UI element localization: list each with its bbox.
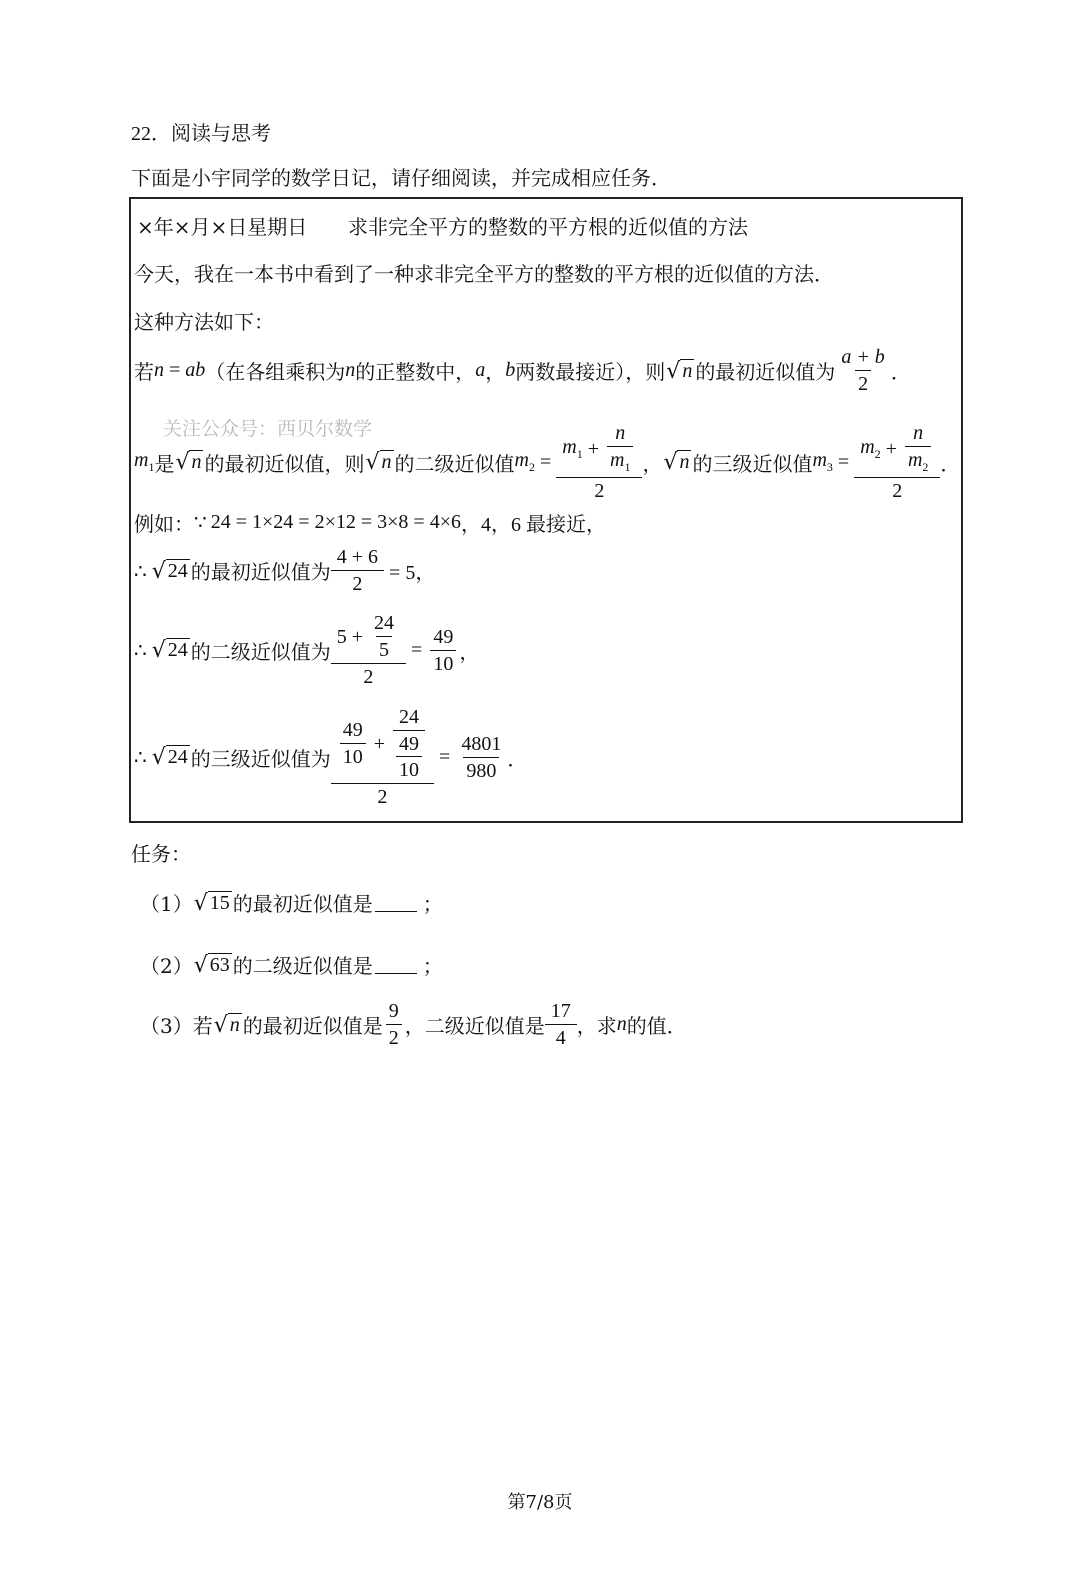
level-1-text: 的最初近似值为 — [190, 560, 331, 584]
numerator: 49 — [433, 625, 454, 648]
fraction-m2 — [559, 422, 639, 501]
question-number: 22． — [131, 123, 171, 145]
levels-text-1: 是 — [154, 451, 175, 476]
numerator — [334, 612, 403, 663]
period: ． — [890, 360, 911, 384]
numerator: 4801 — [461, 732, 502, 755]
denominator: 10 — [396, 756, 422, 781]
m-letter: m — [514, 449, 529, 471]
radicand-24: 24 — [167, 746, 188, 768]
var-a: a — [475, 359, 486, 381]
radical-icon: √ — [151, 638, 166, 663]
numerator: 24 — [399, 706, 420, 728]
radical-icon: √ — [151, 558, 166, 584]
fraction-4-plus-6-over-2 — [334, 546, 381, 595]
sqrt-15 — [194, 891, 232, 915]
subscript: 1 — [576, 446, 583, 461]
numerator — [559, 422, 639, 476]
example-level-1 — [134, 546, 435, 595]
radicand-63: 63 — [209, 953, 230, 976]
answer-blank[interactable] — [375, 955, 417, 974]
question-heading — [131, 117, 271, 146]
example-line — [134, 508, 606, 537]
equals-sign: = — [406, 638, 428, 661]
plus-sign: + — [368, 732, 391, 755]
task-2-text: 的二级近似值是 — [232, 954, 373, 978]
radicand-15: 15 — [209, 891, 230, 914]
closest-text: ，4，6 最接近， — [460, 514, 606, 536]
equals-sign: = — [534, 450, 557, 473]
comma: ， — [459, 639, 480, 664]
fraction-level-2 — [334, 612, 403, 688]
fraction-n-over-m2 — [905, 422, 931, 474]
denominator: 2 — [854, 477, 940, 502]
levels-text-5: 的三级近似值 — [692, 451, 813, 476]
because-symbol: ∵ — [194, 512, 207, 534]
diary-line-1: 今天，我在一本书中看到了一种求非完全平方的整数的平方根的近似值的方法． — [134, 262, 834, 286]
task-3-text-4: 的值． — [626, 1014, 687, 1038]
denominator: 2 — [556, 477, 642, 502]
plus-sign: + — [346, 625, 369, 648]
rule-paren: （在各组乘积为 — [205, 360, 346, 384]
numerator: 4 + 6 — [336, 546, 379, 568]
radicand-24: 24 — [167, 559, 188, 582]
m-letter: m — [609, 449, 625, 472]
page-number: 第7/8页 — [507, 1492, 573, 1513]
equals-sign: = — [832, 450, 855, 473]
fraction-49-over-10 — [340, 719, 366, 768]
task-1-text: 的最初近似值是 — [232, 892, 373, 916]
level-2-text: 的二级近似值为 — [190, 639, 331, 664]
task-1 — [140, 888, 443, 917]
var-n: n — [616, 1013, 627, 1035]
question-title: 阅读与思考 — [171, 121, 271, 145]
watermark: 关注公众号：西贝尔数学 — [163, 418, 373, 440]
comma: ， — [642, 451, 663, 476]
fraction-49-over-10 — [430, 626, 456, 675]
radical-icon: √ — [193, 890, 208, 916]
period: ． — [507, 746, 528, 771]
numerator: a + b — [841, 346, 885, 368]
sqrt-63 — [194, 953, 232, 977]
denominator — [607, 446, 633, 474]
radicand-n: n — [191, 451, 202, 473]
denominator: 2 — [386, 1024, 402, 1049]
denominator: 5 — [376, 636, 392, 661]
level-1-result: = 5， — [384, 562, 436, 584]
fraction-9-over-2 — [386, 1000, 402, 1049]
sqrt-24 — [152, 638, 190, 662]
fraction-24-over-5 — [371, 612, 397, 661]
therefore-symbol: ∴ — [134, 558, 147, 583]
m-letter: m — [134, 449, 149, 471]
rule-paren-3: 两数最接近），则 — [515, 360, 666, 384]
tasks-label: 任务： — [131, 842, 191, 866]
task-2 — [140, 950, 443, 979]
subscript: 1 — [148, 460, 155, 474]
task-number: （1） — [140, 892, 193, 916]
var-b: b — [505, 359, 516, 381]
denominator — [393, 730, 425, 781]
rule-text: 的最初近似值为 — [695, 360, 836, 384]
task-3-if: 若 — [192, 1014, 213, 1038]
radicand-n: n — [229, 1013, 240, 1036]
semicolon: ； — [422, 892, 443, 916]
fraction-m3 — [857, 422, 937, 501]
radical-icon: √ — [213, 1012, 228, 1038]
denominator: 980 — [463, 757, 499, 782]
numerator: 49 — [399, 733, 420, 755]
m-letter: m — [812, 449, 827, 471]
radical-icon: √ — [663, 450, 678, 475]
task-number: （3） — [140, 1014, 193, 1038]
sqrt-n — [365, 450, 393, 474]
radicand-n: n — [682, 359, 693, 382]
period: ． — [940, 451, 961, 476]
radicand-24: 24 — [167, 639, 188, 661]
subscript: 2 — [922, 460, 929, 475]
fraction-n-over-m1 — [607, 422, 633, 474]
levels-text-2: 的最初近似值，则 — [204, 451, 365, 476]
sqrt-n — [214, 1013, 242, 1037]
task-3-text-1: 的最初近似值是 — [242, 1014, 383, 1038]
radical-icon: √ — [193, 952, 208, 978]
m-letter: m — [907, 449, 923, 472]
sqrt-24 — [152, 559, 190, 583]
radical-icon: √ — [666, 358, 681, 384]
equals-sign: = — [434, 745, 456, 768]
diary-line-2: 这种方法如下： — [134, 310, 274, 334]
radicand-n: n — [679, 451, 690, 473]
task-3 — [140, 1000, 687, 1049]
task-3-text-3: ，求 — [576, 1014, 617, 1038]
factor-equation: 24 = 1×24 = 2×12 = 3×8 = 4×6 — [210, 511, 461, 533]
example-level-2 — [134, 612, 479, 688]
numerator: n — [913, 422, 924, 445]
fraction-level-3 — [334, 706, 431, 808]
comma: ， — [485, 360, 506, 384]
numerator — [334, 706, 431, 783]
question-intro: 下面是小宇同学的数学日记，请仔细阅读，并完成相应任务． — [131, 166, 671, 190]
radical-icon: √ — [365, 450, 380, 475]
denominator: 2 — [331, 783, 434, 808]
numerator — [857, 422, 937, 476]
denominator: 10 — [340, 743, 366, 768]
radical-icon: √ — [151, 745, 166, 770]
levels-text-3: 的二级近似值 — [394, 451, 515, 476]
rule-paren-2: 的正整数中， — [355, 360, 476, 384]
sqrt-n — [666, 359, 694, 383]
subscript: 1 — [624, 460, 631, 475]
numerator: 17 — [550, 1000, 571, 1022]
var-m2 — [515, 449, 535, 475]
radicand-n: n — [381, 451, 392, 473]
plus-sign: + — [880, 437, 902, 460]
equals-sign: = — [164, 359, 186, 381]
fraction-49-over-10 — [396, 733, 422, 781]
numerator: 24 — [374, 612, 395, 634]
therefore-symbol: ∴ — [134, 638, 147, 662]
var-n: n — [154, 359, 164, 381]
rule-if: 若 — [134, 360, 154, 384]
var-m1 — [562, 436, 582, 461]
fraction-17-over-4 — [548, 1000, 574, 1049]
answer-blank[interactable] — [375, 893, 417, 912]
denominator: 10 — [430, 650, 456, 675]
fraction-a-plus-b-over-2 — [838, 346, 888, 395]
m-letter: m — [860, 435, 875, 458]
diary-header — [137, 211, 748, 240]
sqrt-n — [175, 450, 203, 474]
numerator: 9 — [388, 1000, 399, 1022]
subscript: 2 — [874, 446, 881, 461]
var-m1 — [134, 449, 154, 475]
sqrt-n — [663, 450, 691, 474]
task-3-text-2: ，二级近似值是 — [404, 1014, 545, 1038]
example-prefix: 例如： — [134, 512, 194, 536]
subscript: 2 — [528, 460, 535, 474]
var-ab: ab — [185, 359, 206, 381]
therefore-symbol: ∴ — [134, 745, 147, 769]
var-n: n — [345, 359, 356, 381]
radical-icon: √ — [175, 450, 190, 475]
denominator: 2 — [855, 370, 871, 395]
five: 5 — [336, 625, 347, 648]
denominator: 4 — [545, 1024, 577, 1049]
denominator: 2 — [331, 570, 384, 595]
diary-date: ×年×月×日星期日 — [137, 215, 308, 239]
m-letter: m — [562, 435, 577, 458]
level-3-text: 的三级近似值为 — [190, 746, 331, 771]
denominator: 2 — [331, 663, 406, 688]
levels-line — [134, 416, 960, 508]
semicolon: ； — [422, 954, 443, 978]
fraction-4801-over-980 — [458, 733, 504, 782]
rule-line — [134, 346, 911, 395]
example-level-3 — [134, 706, 527, 808]
sqrt-24 — [152, 745, 190, 769]
fraction-24-over-49-over-10 — [393, 706, 425, 781]
denominator — [905, 446, 931, 474]
subscript: 3 — [826, 460, 833, 474]
numerator: 49 — [342, 719, 363, 741]
var-m2 — [860, 436, 880, 461]
numerator: n — [615, 422, 626, 445]
task-number: （2） — [140, 954, 193, 978]
plus-sign: + — [582, 437, 604, 460]
var-m3 — [812, 449, 832, 475]
diary-title: 求非完全平方的整数的平方根的近似值的方法 — [348, 215, 748, 239]
